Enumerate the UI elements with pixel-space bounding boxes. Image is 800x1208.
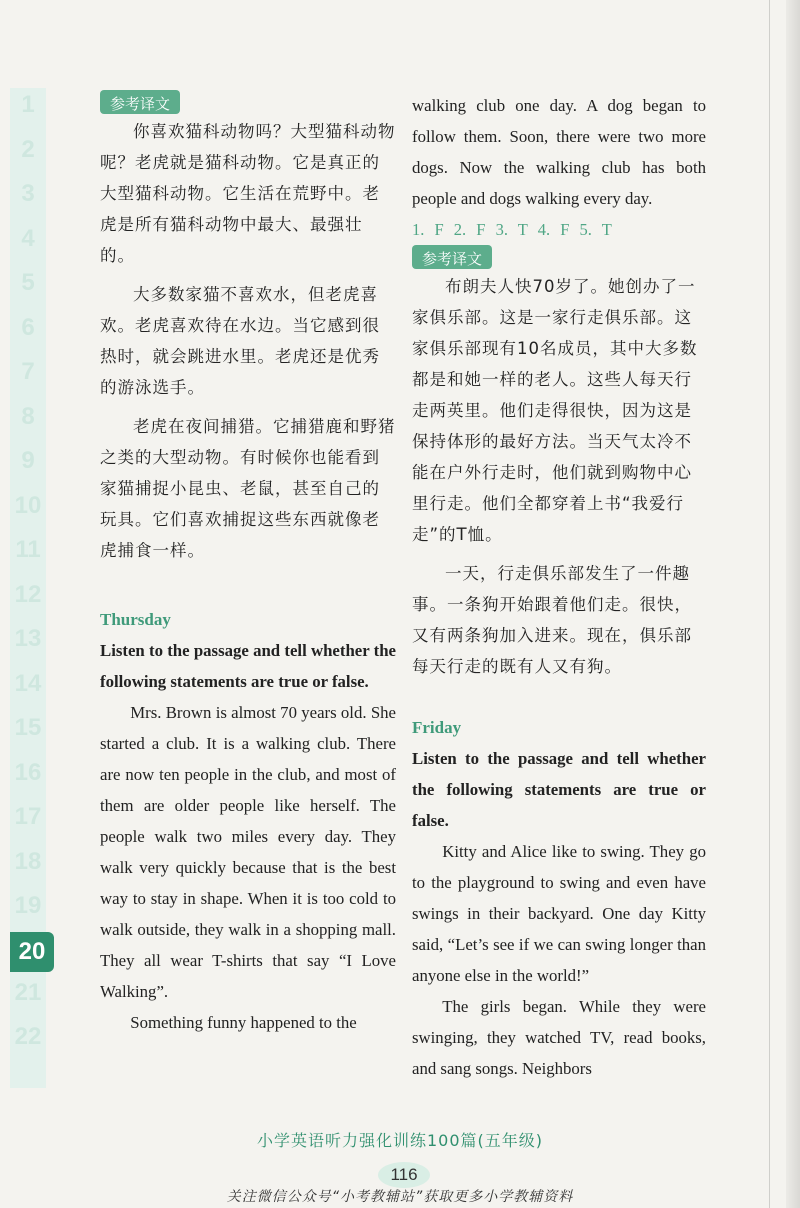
passage-paragraph: The girls began. While they were swinging, they watched TV, read books, and sang songs. Neighbors [412,997,706,1078]
answer-key: 1. F 2. F 3. T 4. F 5. T [412,220,612,239]
chapter-tab-18[interactable]: 18 [14,847,42,875]
chapter-tabs [10,88,46,1088]
book-title: 小学英语听力强化训练100篇(五年级) [256,1131,544,1150]
chapter-tab-19[interactable]: 19 [14,892,42,919]
chapter-tab-3[interactable]: 3 [21,180,35,207]
chapter-tab-17[interactable]: 17 [14,803,42,830]
chapter-tab-21[interactable]: 21 [14,978,42,1006]
section-heading-thursday: Thursday [100,610,171,629]
right-column [412,90,706,1084]
left-column [100,90,396,1038]
passage-paragraph: walking club one day. A dog began to follow them. Soon, there were two more dogs. Now the walking club has both people and dogs walking every day. [412,96,706,208]
translation-paragraph: 老虎在夜间捕猎。它捕猎鹿和野猪之类的大型动物。有时候你也能看到家猫捕捉小昆虫、老鼠，甚至自己的玩具。它们喜欢捕捉这些东西就像老虎捕食一样。 [100,417,396,560]
chapter-tab-11[interactable]: 11 [15,536,41,563]
chapter-tab-7[interactable]: 7 [21,358,35,385]
chapter-tab-9[interactable]: 9 [21,447,35,474]
page-edge-line [769,0,770,1208]
instruction-thursday: Listen to the passage and tell whether the following statements are true or false. [100,641,396,691]
chapter-tab-13[interactable]: 13 [14,625,42,652]
chapter-tab-6[interactable]: 6 [21,313,35,341]
chapter-tab-8[interactable]: 8 [21,402,35,430]
chapter-tab-10[interactable]: 10 [14,491,42,519]
page-edge [786,0,800,1208]
translation-paragraph: 一天，行走俱乐部发生了一件趣事。一条狗开始跟着他们走。很快，又有两条狗加入进来。现在，俱乐部每天行走的既有人又有狗。 [412,564,692,676]
chapter-tab-20[interactable]: 20 [10,932,54,972]
passage-paragraph: Something funny happened to the [130,1013,357,1032]
chapter-tab-4[interactable]: 4 [21,224,35,252]
reference-translation-tag: 参考译文 [100,90,180,114]
passage-paragraph: Mrs. Brown is almost 70 years old. She started a club. It is a walking club. There are now ten people in the club, and most of them are older people like herself. The people walk two miles every day. They walk very quickly because that is the best way to stay in shape. When it is too cold to walk outside, they walk in a shopping mall. They all wear T-shirts that say “I Love Walking”. [100,703,396,1001]
chapter-tab-15[interactable]: 15 [14,714,42,741]
chapter-tab-1[interactable]: 1 [21,91,35,118]
translation-paragraph: 布朗夫人快70岁了。她创办了一家俱乐部。这是一家行走俱乐部。这家俱乐部现有10名成员，其中大多数都是和她一样的老人。这些人每天行走两英里。他们走得很快，因为这是保持体形的最好方法。当天气太冷不能在户外行走时，他们就到购物中心里行走。他们全都穿着上书“我爱行走”的T恤。 [412,277,698,544]
section-heading-friday: Friday [412,718,462,737]
reference-translation-tag: 参考译文 [412,245,492,269]
translation-paragraph: 你喜欢猫科动物吗？大型猫科动物呢？老虎就是猫科动物。它是真正的大型猫科动物。它生活在荒野中。老虎是所有猫科动物中最大、最强壮的。 [100,122,396,265]
page-number: 116 [378,1162,430,1188]
passage-paragraph: Kitty and Alice like to swing. They go to the playground to swing and even have swings in their backyard. One day Kitty said, “Let’s see if we can swing longer than anyone else in the world!” [412,842,706,985]
chapter-tab-16[interactable]: 16 [14,758,42,786]
chapter-tab-22[interactable]: 22 [14,1023,42,1050]
wechat-note: 关注微信公众号“小考教辅站”获取更多小学教辅资料 [226,1189,574,1205]
chapter-tab-12[interactable]: 12 [14,580,42,608]
instruction-friday: Listen to the passage and tell whether the following statements are true or false. [412,749,706,830]
chapter-tab-5[interactable]: 5 [21,269,35,296]
translation-paragraph: 大多数家猫不喜欢水，但老虎喜欢。老虎喜欢待在水边。当它感到很热时，就会跳进水里。老虎还是优秀的游泳选手。 [100,285,380,397]
chapter-tab-2[interactable]: 2 [21,135,35,163]
chapter-tab-14[interactable]: 14 [14,669,42,697]
